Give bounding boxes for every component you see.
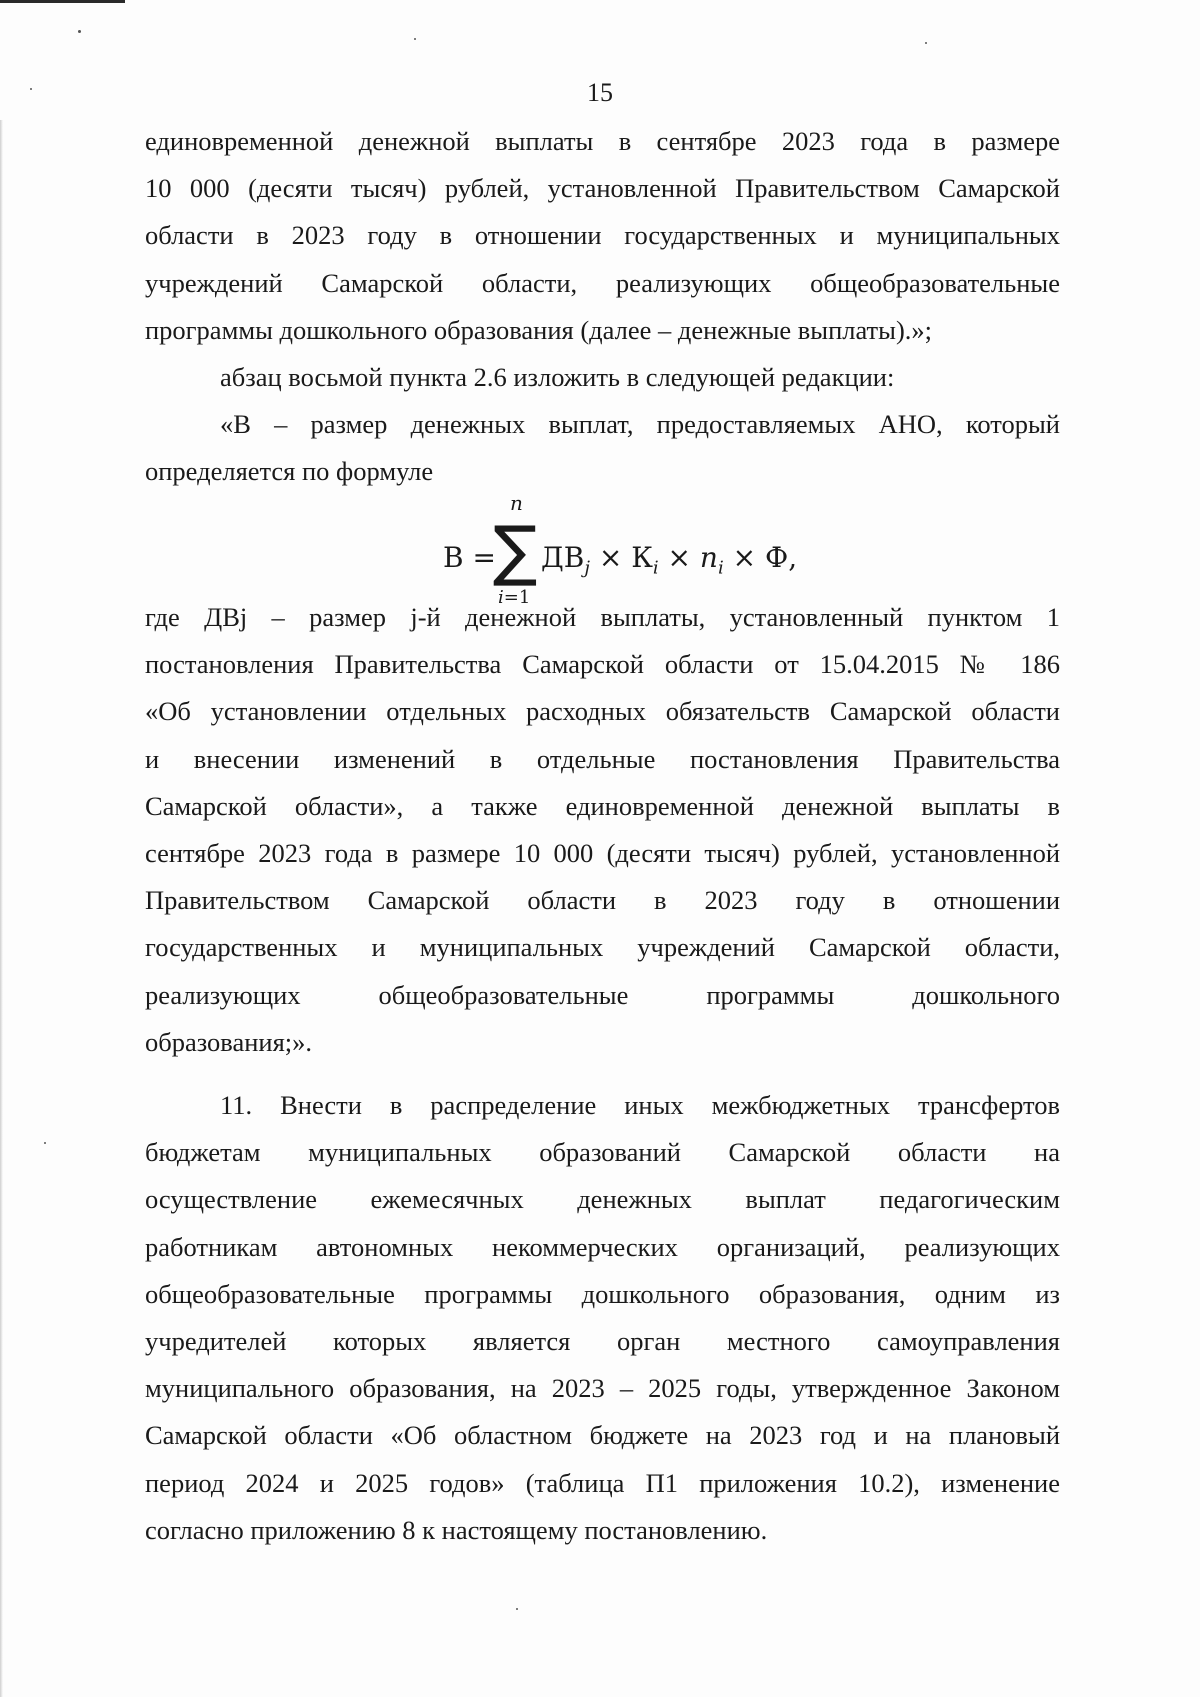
text-line: общеобразовательные программы дошкольного образования, одним из	[145, 1278, 1060, 1309]
text-line: Самарской области», а также единовременной денежной выплаты в	[145, 790, 1060, 821]
text-line: государственных и муниципальных учреждений Самарской области,	[145, 932, 1060, 963]
text-line: постановления Правительства Самарской области от 15.04.2015 № 186	[145, 649, 1060, 680]
text-line: учреждений Самарской области, реализующих общеобразовательные	[145, 267, 1060, 298]
text-line: области в 2023 году в отношении государственных и муниципальных	[145, 220, 1060, 251]
scan-edge-shadow	[0, 120, 3, 1697]
text-line: абзац восьмой пункта 2.6 изложить в следующей редакции:	[220, 362, 895, 393]
text-line: согласно приложению 8 к настоящему постановлению.	[145, 1514, 768, 1545]
text-line: период 2024 и 2025 годов» (таблица П1 приложения 10.2), изменение	[145, 1467, 1060, 1498]
formula-sum-upper: n	[510, 491, 523, 515]
scan-speck	[78, 30, 81, 33]
formula-lhs: В =	[443, 541, 496, 574]
text-line: 11. Внести в распределение иных межбюджетных трансфертов	[220, 1090, 1060, 1120]
text-line: и внесении изменений в отдельные постановления Правительства	[145, 743, 1060, 774]
scan-speck	[516, 1608, 518, 1610]
text-line: работникам автономных некоммерческих организаций, реализующих	[145, 1231, 1060, 1262]
text-line: «В – размер денежных выплат, предоставляемых АНО, который	[220, 409, 1060, 440]
text-line: 10 000 (десяти тысяч) рублей, установленной Правительством Самарской	[145, 173, 1060, 204]
text-line: образования;».	[145, 1026, 313, 1057]
text-line: где ДВj – размер j-й денежной выплаты, установленный пунктом 1	[145, 602, 1060, 632]
formula-rhs: $ДВ_j \times К_i \times n_i \times Ф$,	[541, 541, 798, 579]
scan-speck	[925, 42, 927, 44]
text-block-intro	[145, 118, 1060, 496]
text-line: реализующих общеобразовательные программы дошкольного	[145, 979, 1060, 1010]
text-line: определяется по формуле	[145, 456, 434, 487]
text-line: «Об установлении отдельных расходных обязательств Самарской области	[145, 696, 1060, 727]
text-block-definition	[145, 594, 1060, 1066]
text-block-item-11	[145, 1082, 1060, 1554]
scan-speck	[44, 1142, 46, 1144]
text-line: программы дошкольного образования (далее – денежные выплаты).»;	[145, 314, 933, 345]
sum-sigma-icon: ∑	[493, 512, 538, 589]
text-line: Правительством Самарской области в 2023 году в отношении	[145, 885, 1060, 916]
scan-speck	[30, 88, 32, 90]
text-line: осуществление ежемесячных денежных выплат педагогическим	[145, 1184, 1060, 1215]
text-line: муниципального образования, на 2023 – 2025 годы, утвержденное Законом	[145, 1373, 1060, 1404]
formula-sum-lower: i=1	[498, 587, 531, 608]
page-number: 15	[587, 78, 613, 107]
text-line: Самарской области «Об областном бюджете на 2023 год и на плановый	[145, 1420, 1060, 1451]
scan-corner-mark	[0, 0, 125, 3]
formula	[0, 491, 1200, 608]
text-line: бюджетам муниципальных образований Самарской области на	[145, 1137, 1060, 1168]
text-line: единовременной денежной выплаты в сентябре 2023 года в размере	[145, 126, 1060, 156]
text-line: учредителей которых является орган местного самоуправления	[145, 1326, 1060, 1357]
scan-speck	[414, 38, 416, 40]
text-line: сентябре 2023 года в размере 10 000 (десяти тысяч) рублей, установленной	[145, 838, 1060, 869]
